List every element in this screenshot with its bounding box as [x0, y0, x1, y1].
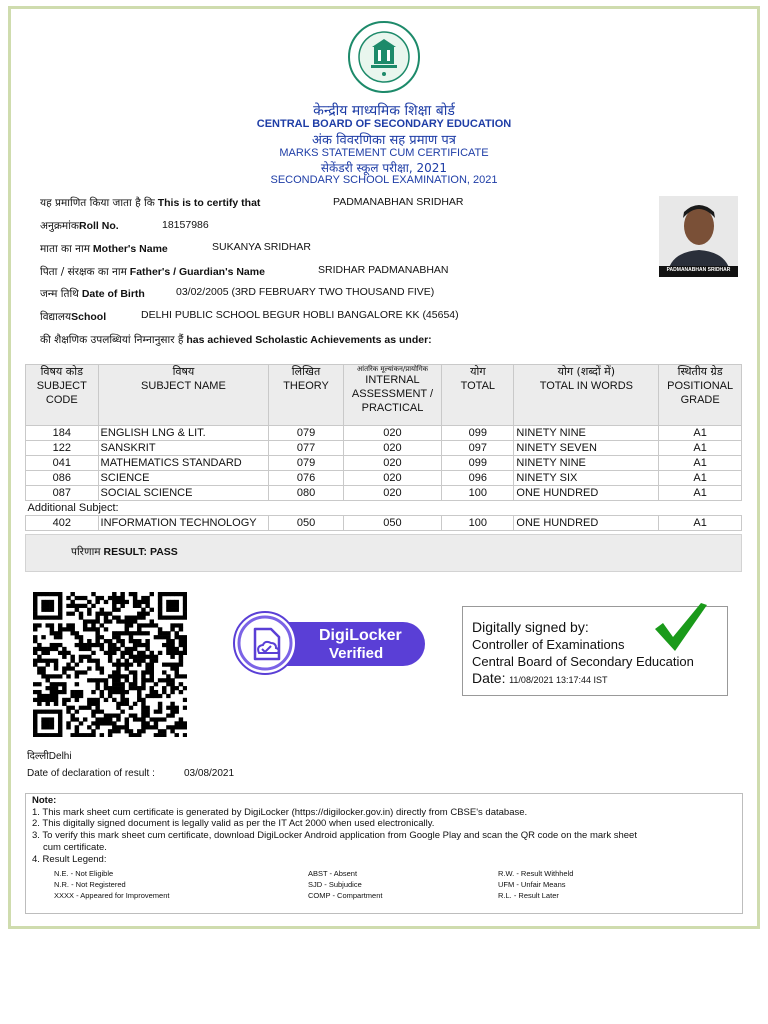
declaration-date-value: 03/08/2021 — [184, 768, 235, 779]
cell-theory: 079 — [269, 426, 343, 441]
cell-name: ENGLISH LNG & LIT. — [98, 426, 269, 441]
cell-total: 099 — [442, 426, 514, 441]
header-internal — [343, 365, 442, 426]
legend-item: SJD - Subjudice — [308, 880, 362, 889]
note-item: 4. Result Legend: — [32, 854, 107, 865]
header-total-words — [514, 365, 659, 426]
signer-title: Controller of Examinations — [472, 637, 625, 652]
roll-number: 18157986 — [162, 219, 209, 231]
note-item: 1. This mark sheet cum certificate is generated by DigiLocker (https://digilocker.gov.in) directly from CBSE's database. — [32, 807, 528, 818]
table-row — [26, 441, 742, 456]
table-row — [26, 456, 742, 471]
father-label — [40, 265, 265, 279]
mother-label — [40, 242, 168, 256]
cell-words: ONE HUNDRED — [514, 486, 659, 501]
signer-org: Central Board of Secondary Education — [472, 654, 694, 669]
cell-internal: 020 — [343, 426, 442, 441]
date-of-birth: 03/02/2005 (3RD FEBRUARY TWO THOUSAND FIVE) — [176, 286, 435, 298]
cell-grade: A1 — [659, 471, 742, 486]
cell-grade: A1 — [659, 426, 742, 441]
signed-by: Digitally signed by: — [472, 619, 589, 635]
header-subject-name — [98, 365, 269, 426]
header-subject-code — [26, 365, 99, 426]
header-hi: विषय कोड — [40, 365, 83, 378]
cell-internal: 020 — [343, 486, 442, 501]
photo-caption: PADMANABHAN SRIDHAR — [666, 267, 731, 273]
result-box — [25, 534, 742, 572]
cell-words: NINETY SIX — [514, 471, 659, 486]
header-en: SUBJECT NAME — [141, 380, 226, 392]
certify-english: This is to certify that — [157, 197, 261, 209]
exam-english: SECONDARY SCHOOL EXAMINATION, 2021 — [270, 174, 498, 186]
result-text — [71, 545, 178, 559]
student-photo — [659, 196, 738, 277]
cell-total: 099 — [442, 456, 514, 471]
header-en: POSITIONAL GRADE — [667, 380, 734, 406]
cell-internal: 020 — [343, 456, 442, 471]
header-hi: योग — [470, 365, 486, 378]
legend-item: UFM - Unfair Means — [498, 880, 566, 889]
place-english: Delhi — [48, 751, 72, 762]
cell-code: 041 — [26, 456, 99, 471]
header-en: SUBJECT CODE — [36, 380, 87, 406]
title-hindi: अंक विवरणिका सह प्रमाण पत्र — [312, 133, 456, 148]
cell-theory: 079 — [269, 456, 343, 471]
cell-name: SANSKRIT — [98, 441, 269, 456]
digital-signature-box — [462, 606, 728, 696]
header-hi: योग (शब्दों में) — [557, 365, 616, 378]
legend-item: XXXX - Appeared for Improvement — [54, 891, 170, 900]
school-label — [40, 310, 106, 324]
digilocker-badge — [233, 611, 427, 675]
cell-words: NINETY SEVEN — [514, 441, 659, 456]
note-item: 2. This digitally signed document is legally valid as per the IT Act 2000 when used electronically. — [32, 818, 435, 829]
title-english: MARKS STATEMENT CUM CERTIFICATE — [279, 147, 489, 159]
cell-name: MATHEMATICS STANDARD — [98, 456, 269, 471]
cell-name: SOCIAL SCIENCE — [98, 486, 269, 501]
cell-total: 097 — [442, 441, 514, 456]
cell-code: 086 — [26, 471, 99, 486]
legend-item: R.L. - Result Later — [498, 891, 559, 900]
note-box — [25, 793, 743, 914]
checkmark-icon — [651, 601, 711, 655]
digilocker-line1: DigiLocker — [319, 627, 402, 644]
cell-code: 184 — [26, 426, 99, 441]
cell-name: SCIENCE — [98, 471, 269, 486]
cell-theory: 080 — [269, 486, 343, 501]
achieve-hindi: की शैक्षणिक उपलब्धियां निम्नानुसार हैं — [40, 334, 184, 346]
cell-theory: 077 — [269, 441, 343, 456]
cell-words: NINETY NINE — [514, 426, 659, 441]
header-theory — [269, 365, 343, 426]
cell-name: INFORMATION TECHNOLOGY — [98, 516, 269, 531]
table-row — [26, 426, 742, 441]
cell-words: NINETY NINE — [514, 456, 659, 471]
cell-code: 087 — [26, 486, 99, 501]
cell-theory: 076 — [269, 471, 343, 486]
exam-hindi: सेकेंडरी स्कूल परीक्षा, 2021 — [320, 161, 448, 175]
place — [27, 748, 72, 762]
roll-label — [40, 219, 119, 233]
legend-item: COMP - Compartment — [308, 891, 383, 900]
header-en: THEORY — [283, 380, 329, 392]
result-english: RESULT: PASS — [103, 546, 178, 558]
note-item: cum certificate. — [43, 842, 107, 853]
header-en: TOTAL IN WORDS — [539, 380, 633, 392]
cell-grade: A1 — [659, 456, 742, 471]
roll-hindi: अनुक्रमांक — [40, 220, 79, 232]
date-value: 11/08/2021 13:17:44 IST — [509, 675, 608, 685]
father-name: SRIDHAR PADMANABHAN — [318, 264, 449, 276]
cell-internal: 020 — [343, 441, 442, 456]
table-row — [26, 471, 742, 486]
additional-subject-label: Additional Subject: — [26, 501, 742, 516]
emblem-icon — [347, 20, 421, 94]
cell-code: 402 — [26, 516, 99, 531]
cell-total: 096 — [442, 471, 514, 486]
dob-hindi: जन्म तिथि — [40, 288, 79, 300]
board-name-english: CENTRAL BOARD OF SECONDARY EDUCATION — [256, 118, 512, 130]
cell-total: 100 — [442, 516, 514, 531]
digilocker-line2: Verified — [329, 645, 384, 662]
header-hi: आंतरिक मूल्यांकन/प्रायोगिक — [356, 365, 429, 373]
qr-code — [33, 592, 187, 737]
school-english: School — [71, 311, 107, 323]
school-name: DELHI PUBLIC SCHOOL BEGUR HOBLI BANGALORE KK (45654) — [141, 309, 459, 321]
mother-english: Mother's Name — [92, 243, 168, 255]
cell-internal: 020 — [343, 471, 442, 486]
table-row — [26, 516, 742, 531]
cell-code: 122 — [26, 441, 99, 456]
header-hi: स्थितीय ग्रेड — [677, 365, 723, 378]
header-total — [442, 365, 514, 426]
achievement-label — [40, 333, 432, 347]
student-photo-icon — [659, 196, 738, 277]
legend-item: R.W. - Result Withheld — [498, 869, 574, 878]
table-header-row — [26, 365, 742, 426]
roll-english: Roll No. — [78, 220, 119, 232]
dob-label — [40, 287, 145, 301]
legend-item: ABST - Absent — [308, 869, 358, 878]
certify-hindi: यह प्रमाणित किया जाता है कि — [40, 197, 155, 209]
signature-date — [472, 670, 608, 686]
achieve-english: has achieved Scholastic Achievements as under: — [186, 334, 432, 346]
note-item: 3. To verify this mark sheet cum certificate, download DigiLocker Android application from Google Play and scan the QR code on the mark sheet — [32, 830, 637, 841]
note-title: Note: — [32, 795, 57, 806]
date-label: Date: — [472, 670, 506, 686]
father-hindi: पिता / संरक्षक का नाम — [40, 266, 127, 278]
board-name-hindi: केन्द्रीय माध्यमिक शिक्षा बोर्ड — [313, 103, 455, 119]
cell-grade: A1 — [659, 516, 742, 531]
father-english: Father's / Guardian's Name — [129, 266, 265, 278]
legend-item: N.R. - Not Registered — [54, 880, 126, 889]
dob-english: Date of Birth — [81, 288, 145, 300]
cell-grade: A1 — [659, 486, 742, 501]
cell-words: ONE HUNDRED — [514, 516, 659, 531]
cell-internal: 050 — [343, 516, 442, 531]
legend-item: N.E. - Not Eligible — [54, 869, 114, 878]
mother-hindi: माता का नाम — [40, 243, 90, 255]
header-hi: लिखित — [291, 365, 321, 378]
cell-theory: 050 — [269, 516, 343, 531]
header-positional-grade — [659, 365, 742, 426]
qr-code-icon — [33, 592, 187, 737]
header-en: TOTAL — [460, 380, 496, 392]
result-hindi: परिणाम — [71, 546, 101, 558]
certify-label — [40, 196, 260, 210]
cell-total: 100 — [442, 486, 514, 501]
declaration-date-label: Date of declaration of result : — [27, 768, 155, 779]
school-hindi: विद्यालय — [40, 311, 72, 323]
student-name: PADMANABHAN SRIDHAR — [333, 196, 464, 208]
marks-table — [25, 364, 742, 531]
header-en: INTERNAL ASSESSMENT / PRACTICAL — [351, 374, 434, 414]
header-hi: विषय — [172, 365, 195, 378]
additional-subject-row — [26, 501, 742, 516]
mother-name: SUKANYA SRIDHAR — [212, 241, 311, 253]
place-hindi: दिल्ली — [27, 751, 49, 762]
cell-grade: A1 — [659, 441, 742, 456]
table-row — [26, 486, 742, 501]
cbse-emblem — [347, 20, 421, 94]
